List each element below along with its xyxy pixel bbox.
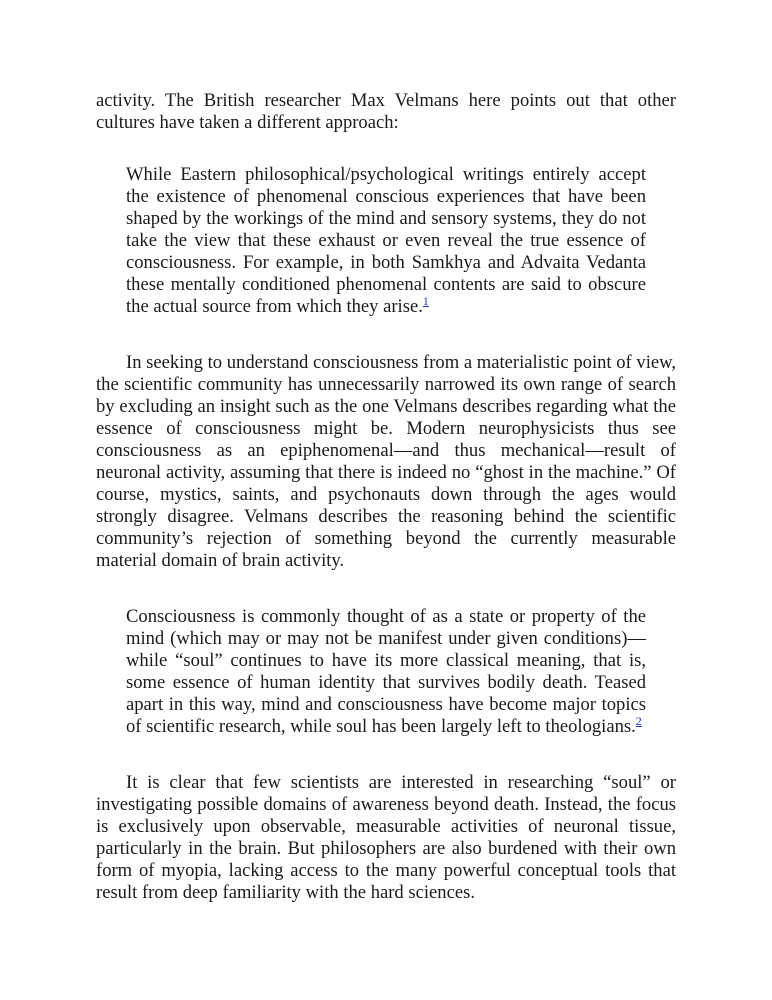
paragraph-intro: activity. The British researcher Max Velmans here points out that other cultures have taken a different approach: — [96, 90, 676, 133]
paragraph-materialism: In seeking to understand consciousness from a materialistic point of view, the scientific community has unnecessarily narrowed its own range of search by excluding an insight such as the one Velmans describes regarding what the essence of consciousness might be. Modern neurophysicists thus see consciousness as an epiphenomenal—and thus mechanical—result of neuronal activity, assuming that there is indeed no “ghost in the machine.” Of course, mystics, saints, and psychonauts down through the ages would strongly disagree. Velmans describes the reasoning behind the scientific community’s rejection of something beyond the currently measurable material domain of brain activity. — [96, 352, 676, 571]
paragraph-scientists-soul: It is clear that few scientists are interested in researching “soul” or investigating possible domains of awareness beyond death. Instead, the focus is exclusively upon observable, measurable activities of neuronal tissue, particularly in the brain. But philosophers are also burdened with their own form of myopia, lacking access to the many powerful conceptual tools that result from deep familiarity with the hard sciences. — [96, 772, 676, 903]
spacer — [96, 318, 676, 352]
block-quote-velmans-eastern — [126, 164, 646, 318]
block-quote-text: Consciousness is commonly thought of as a state or property of the mind (which may or may not be manifest under given conditions)—while “soul” continues to have its more classical meaning, that is, some essence of human identity that survives bodily death. Teased apart in this way, mind and consciousness have become major topics of scientific research, while soul has been largely left to theologians. — [126, 606, 646, 737]
block-quote-text: While Eastern philosophical/psychological writings entirely accept the existence of phenomenal conscious experiences that have been shaped by the workings of the mind and sensory systems, they do not take the view that these exhaust or even reveal the true essence of consciousness. For example, in both Samkhya and Advaita Vedanta these mentally conditioned phenomenal contents are said to obscure the actual source from which they arise. — [126, 164, 646, 317]
footnote-marker — [636, 714, 642, 728]
spacer — [96, 134, 676, 164]
footnote-link-1[interactable]: 1 — [422, 294, 429, 308]
footnote-marker — [423, 294, 429, 308]
spacer — [96, 738, 676, 772]
footnote-link-2[interactable]: 2 — [635, 714, 642, 728]
page-body — [96, 90, 676, 904]
block-quote-velmans-soul — [126, 606, 646, 738]
spacer — [96, 572, 676, 606]
